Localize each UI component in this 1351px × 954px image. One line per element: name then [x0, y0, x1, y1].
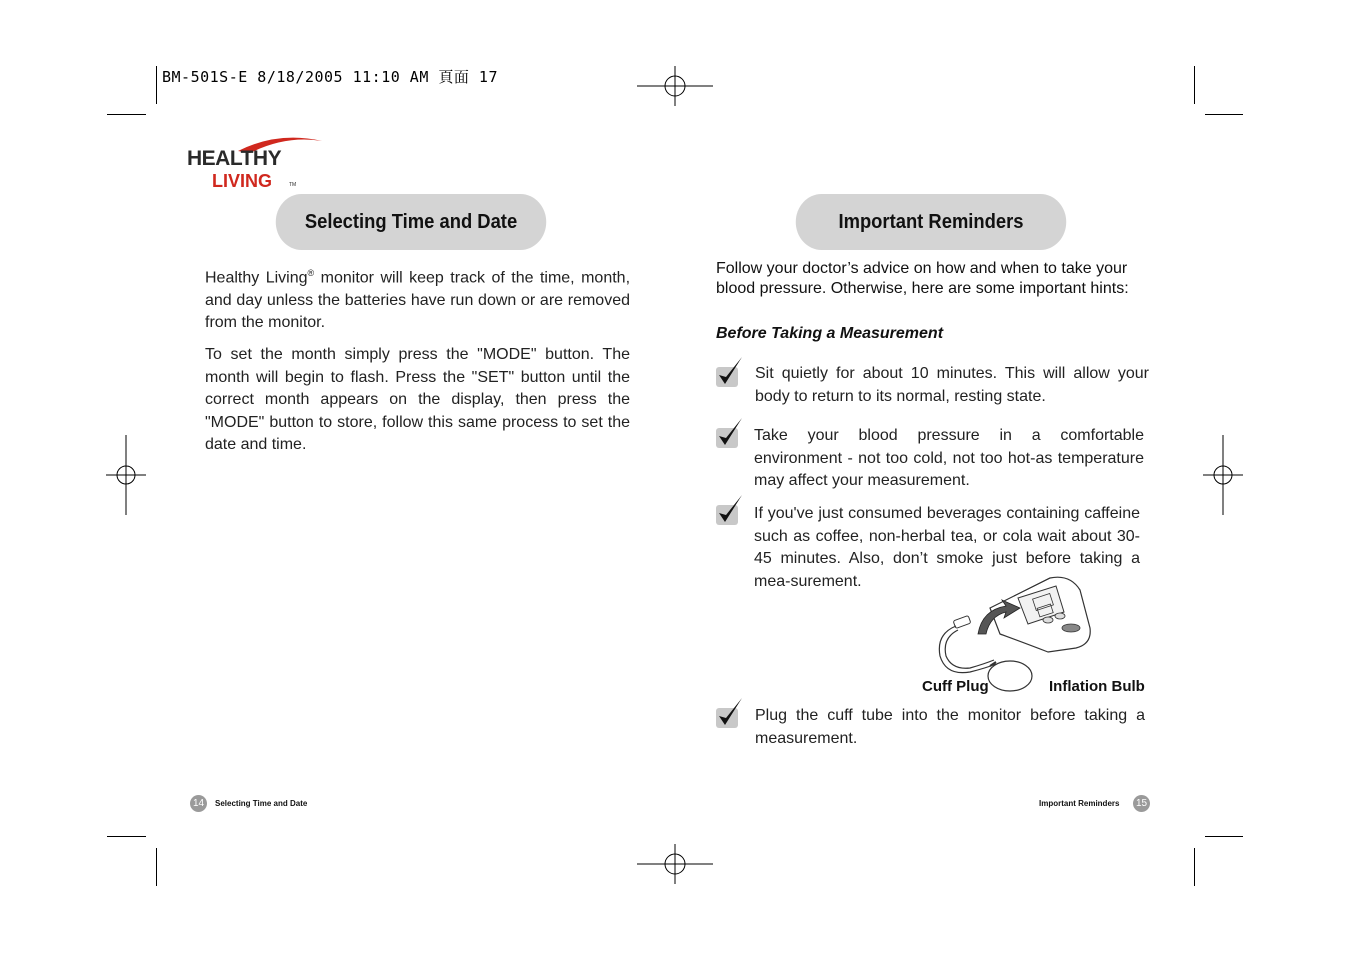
logo-tm: TM: [289, 182, 297, 188]
section-title-time-date: [276, 194, 546, 250]
crop-mark: [1205, 114, 1243, 115]
inflation-bulb-caption: Inflation Bulb: [1049, 678, 1145, 695]
crop-mark: [156, 848, 157, 886]
time-date-paragraph-1: Healthy Living® monitor will keep track of the time, month, and day unless the batteries have run down or are removed from the monitor.: [205, 268, 631, 332]
logo-line2: LIVING: [212, 171, 273, 191]
registration-mark-icon: [637, 840, 713, 900]
page-number-badge: 14: [190, 795, 207, 812]
before-measurement-heading: Before Taking a Measurement: [716, 325, 944, 342]
time-date-paragraph-2: To set the month simply press the "MODE" button. The month will begin to flash. Press the "SET" button until the correct month appears on the display, then press the "MODE" button to store, follow this same process to set the date and time.: [205, 346, 630, 453]
crop-mark: [1194, 66, 1195, 104]
reminder-item: Plug the cuff tube into the monitor before taking a measurement.: [755, 707, 1145, 747]
checkmark-icon: [714, 355, 744, 389]
reminder-item: Take your blood pressure in a comfortable environment - not too cold, not too hot-as temperature may affect your measurement.: [754, 427, 1144, 489]
page-footer-label: Important Reminders: [1039, 799, 1120, 808]
checkmark-icon: [714, 416, 744, 450]
page-footer-label: Selecting Time and Date: [215, 799, 308, 808]
checkmark-icon: [714, 493, 744, 527]
cuff-plug-caption: Cuff Plug: [922, 678, 989, 695]
crop-mark: [156, 66, 157, 104]
healthy-living-logo: [186, 133, 326, 191]
section-title-text: Important Reminders: [838, 210, 1024, 233]
registration-mark-icon: [1203, 435, 1243, 515]
registration-mark-icon: [106, 435, 146, 515]
reminder-item: Sit quietly for about 10 minutes. This will allow your body to return to its normal, resting state.: [755, 365, 1149, 405]
page-number-badge: 15: [1133, 795, 1150, 812]
print-slug: BM-501S-E 8/18/2005 11:10 AM 頁面 17: [162, 68, 498, 86]
registration-mark-icon: [637, 52, 713, 128]
crop-mark: [1205, 836, 1243, 837]
logo-line1: HEALTHY: [187, 147, 282, 170]
section-title-text: Selecting Time and Date: [304, 210, 518, 233]
crop-mark: [1194, 848, 1195, 886]
reminders-intro: Follow your doctor’s advice on how and when to take your blood pressure. Otherwise, here are some important hints:: [716, 260, 1129, 297]
checkmark-icon: [714, 696, 744, 730]
crop-mark: [107, 836, 146, 837]
crop-mark: [107, 114, 146, 115]
reminder-item: If you've just consumed beverages containing caffeine such as coffee, non-herbal tea, or cola wait about 30-45 minutes. Also, don’t smoke just before taking a mea-surement.: [754, 505, 1140, 590]
section-title-reminders: [796, 194, 1066, 250]
